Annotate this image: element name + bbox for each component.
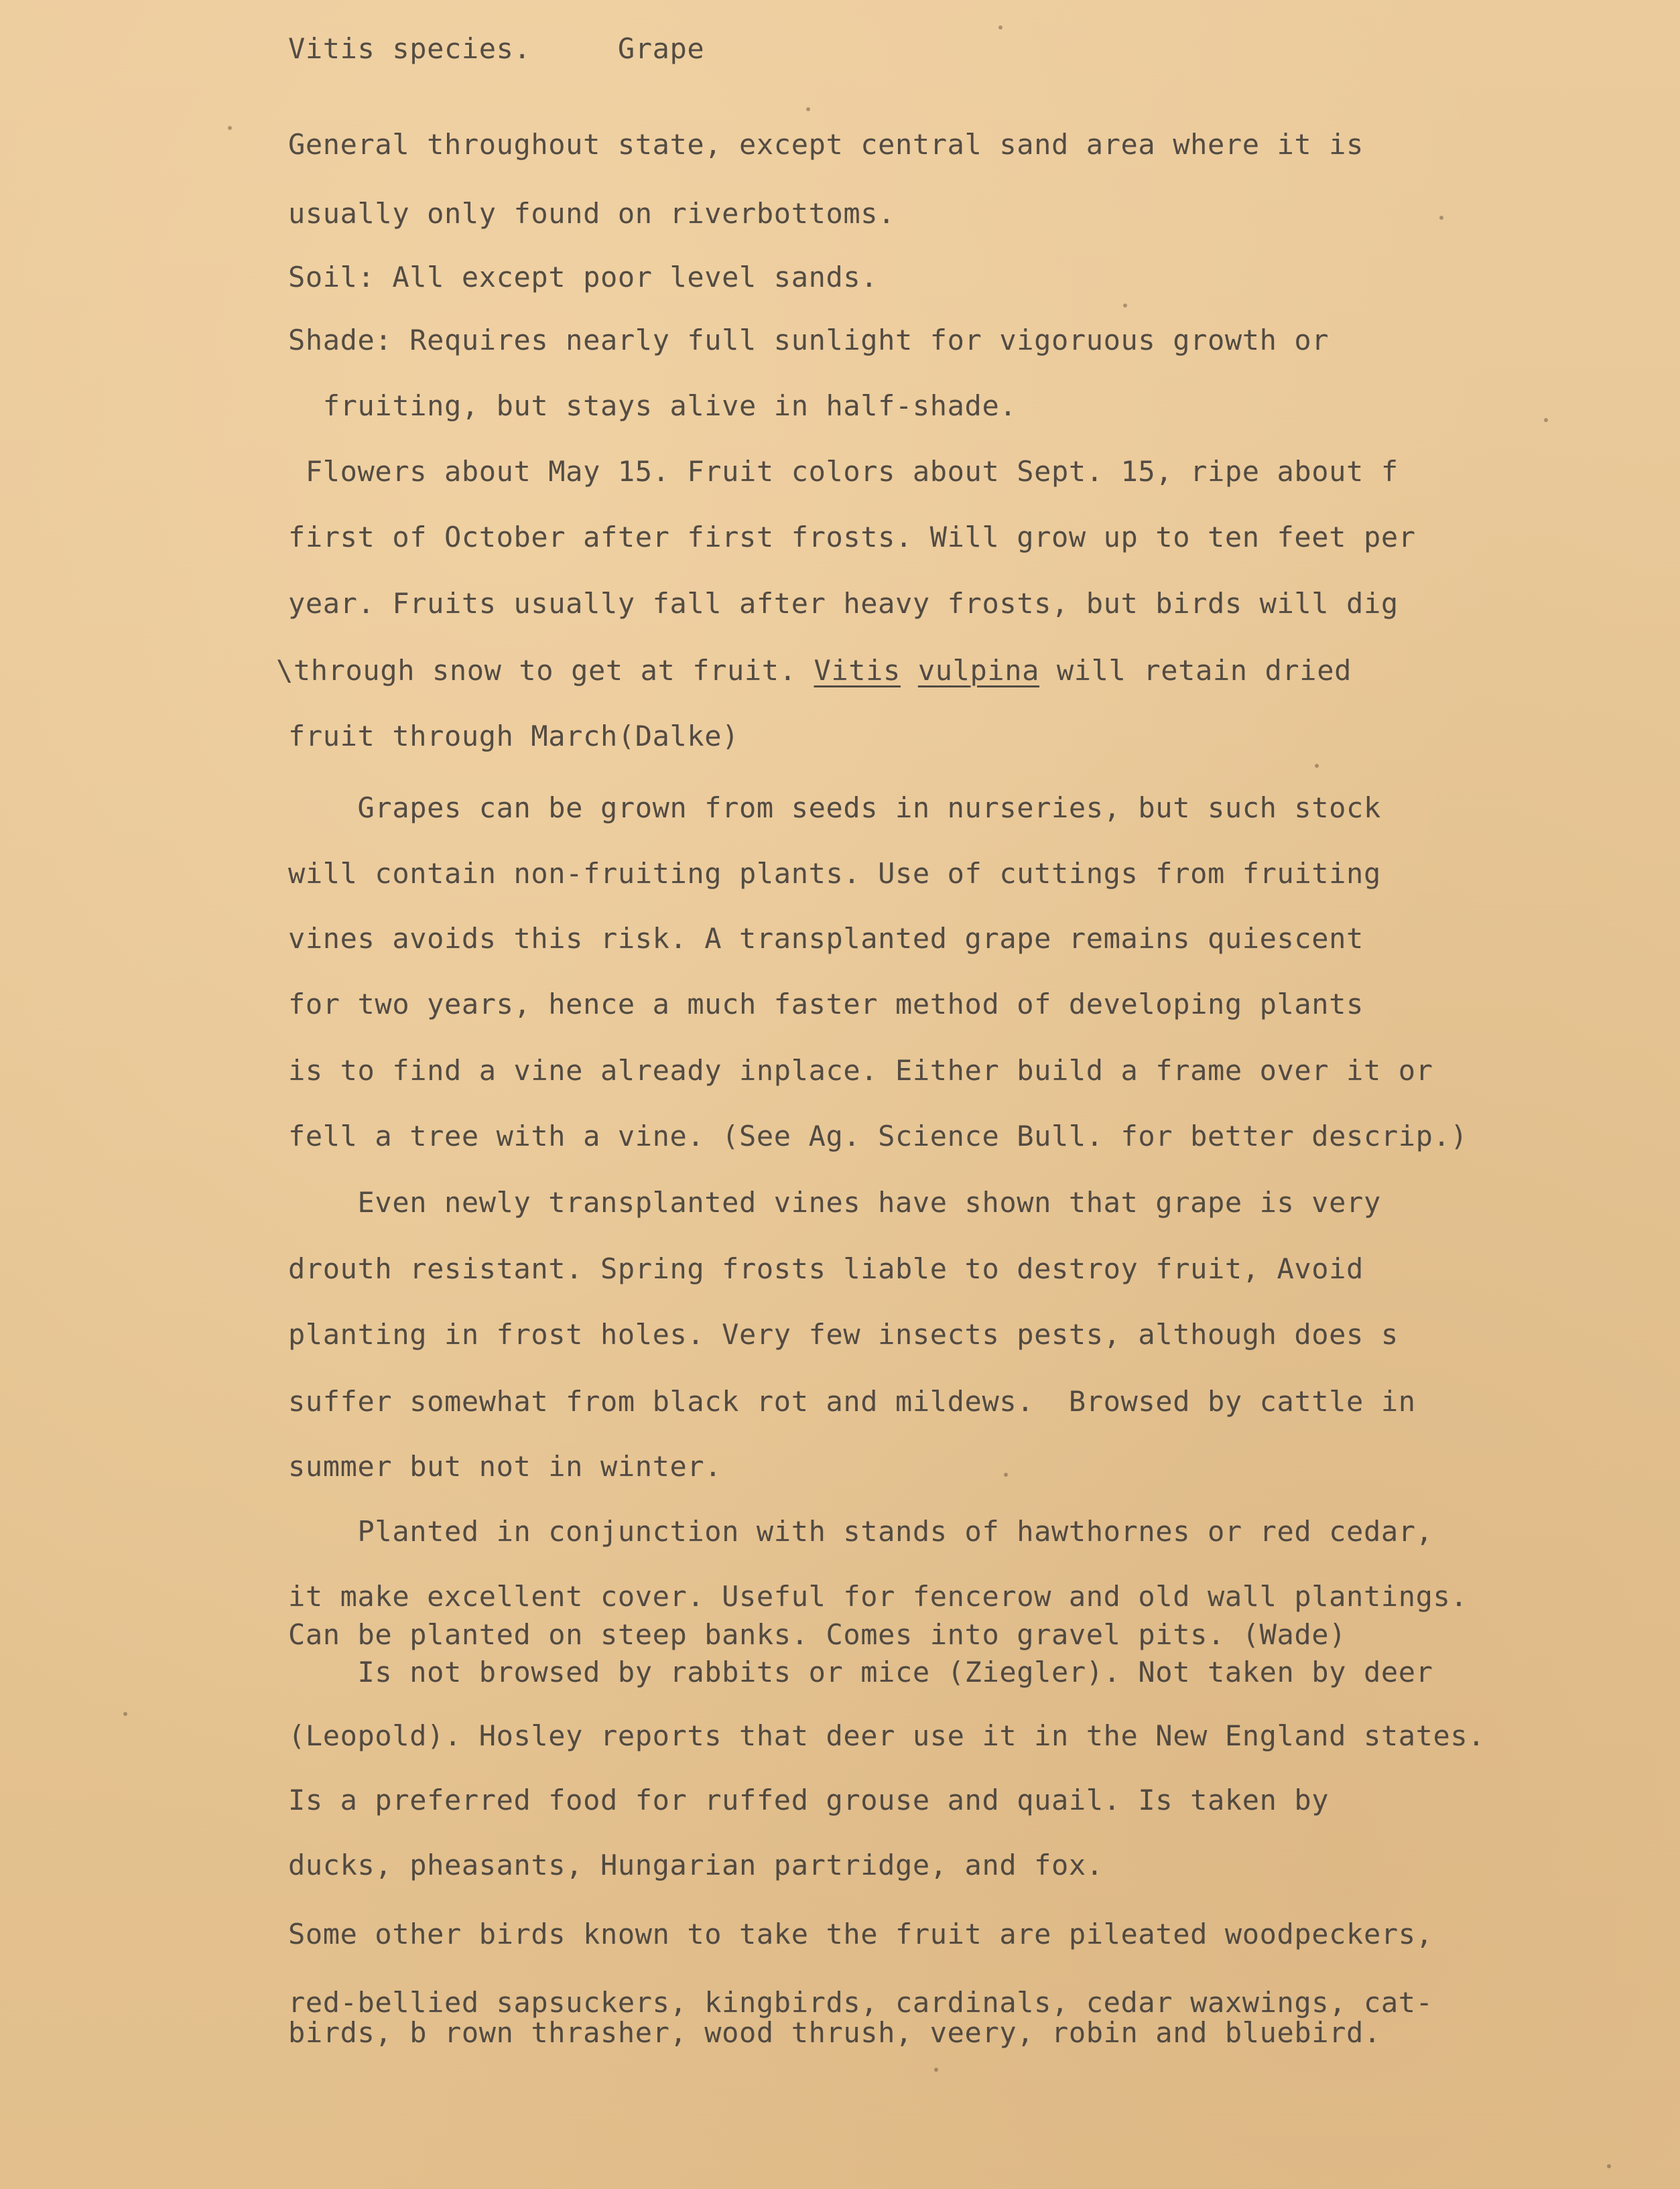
paper-speck: [228, 126, 232, 130]
text-line-29: Some other birds known to take the fruit are pileated woodpeckers,: [288, 1918, 1433, 1950]
text-line-17: Even newly transplanted vines have shown that grape is very: [288, 1186, 1381, 1219]
text-line-28: ducks, pheasants, Hungarian partridge, and fox.: [288, 1849, 1104, 1881]
text-line-21: summer but not in winter.: [288, 1450, 722, 1483]
text-line-6: Flowers about May 15. Fruit colors about Sept. 15, ripe about f: [288, 455, 1399, 488]
text-line-13: vines avoids this risk. A transplanted grape remains quiescent: [288, 922, 1364, 955]
paper-speck: [1439, 216, 1443, 220]
text-line-12: will contain non-fruiting plants. Use of cuttings from fruiting: [288, 857, 1381, 890]
text-line-19: planting in frost holes. Very few insects pests, although does s: [288, 1318, 1399, 1351]
text-line-4: Shade: Requires nearly full sunlight for vigoruous growth or: [288, 324, 1330, 356]
text-segment: [901, 654, 918, 687]
paper-speck: [1123, 304, 1127, 308]
text-line-27: Is a preferred food for ruffed grouse and quail. Is taken by: [288, 1784, 1330, 1816]
paper-speck: [998, 25, 1003, 29]
text-line-1: General throughout state, except central sand area where it is: [288, 128, 1364, 161]
text-line-24: Can be planted on steep banks. Comes into gravel pits. (Wade): [288, 1618, 1347, 1651]
species-name-genus: Vitis: [814, 654, 901, 687]
text-line-5: fruiting, but stays alive in half-shade.: [288, 389, 1017, 422]
text-line-30: red-bellied sapsuckers, kingbirds, cardinals, cedar waxwings, cat-: [288, 1986, 1433, 2019]
paper-speck: [1544, 418, 1548, 422]
text-line-10: fruit through March(Dalke): [288, 720, 740, 752]
text-line-22: Planted in conjunction with stands of hawthornes or red cedar,: [288, 1515, 1433, 1548]
text-segment: \through snow to get at fruit.: [276, 654, 814, 687]
text-line-25: Is not browsed by rabbits or mice (Ziegler). Not taken by deer: [288, 1656, 1433, 1688]
text-line-2: usually only found on riverbottoms.: [288, 197, 896, 230]
text-line-23: it make excellent cover. Useful for fencerow and old wall plantings.: [288, 1580, 1468, 1613]
text-line-8: year. Fruits usually fall after heavy frosts, but birds will dig: [288, 587, 1399, 620]
document-header: Vitis species. Grape: [288, 32, 705, 65]
text-line-9: [276, 654, 1352, 687]
paper-speck: [1315, 764, 1319, 768]
paper-speck: [934, 2068, 938, 2072]
text-line-18: drouth resistant. Spring frosts liable to destroy fruit, Avoid: [288, 1252, 1364, 1285]
paper-speck: [806, 107, 810, 111]
text-line-14: for two years, hence a much faster method of developing plants: [288, 988, 1364, 1020]
text-line-16: fell a tree with a vine. (See Ag. Science Bull. for better descrip.): [288, 1120, 1468, 1152]
text-line-26: (Leopold). Hosley reports that deer use it in the New England states.: [288, 1719, 1486, 1752]
species-name-epithet: vulpina: [917, 654, 1040, 687]
text-line-7: first of October after first frosts. Will grow up to ten feet per: [288, 521, 1416, 553]
text-line-15: is to find a vine already inplace. Either build a frame over it or: [288, 1054, 1433, 1087]
text-line-3: Soil: All except poor level sands.: [288, 261, 879, 293]
paper-speck: [123, 1712, 127, 1716]
text-line-20: suffer somewhat from black rot and mildews. Browsed by cattle in: [288, 1385, 1416, 1418]
paper-speck: [1607, 2164, 1611, 2168]
text-line-11: Grapes can be grown from seeds in nurseries, but such stock: [288, 791, 1381, 824]
text-segment: will retain dried: [1039, 654, 1352, 687]
text-line-31: birds, b rown thrasher, wood thrush, veery, robin and bluebird.: [288, 2016, 1381, 2049]
paper-speck: [1004, 1473, 1008, 1477]
